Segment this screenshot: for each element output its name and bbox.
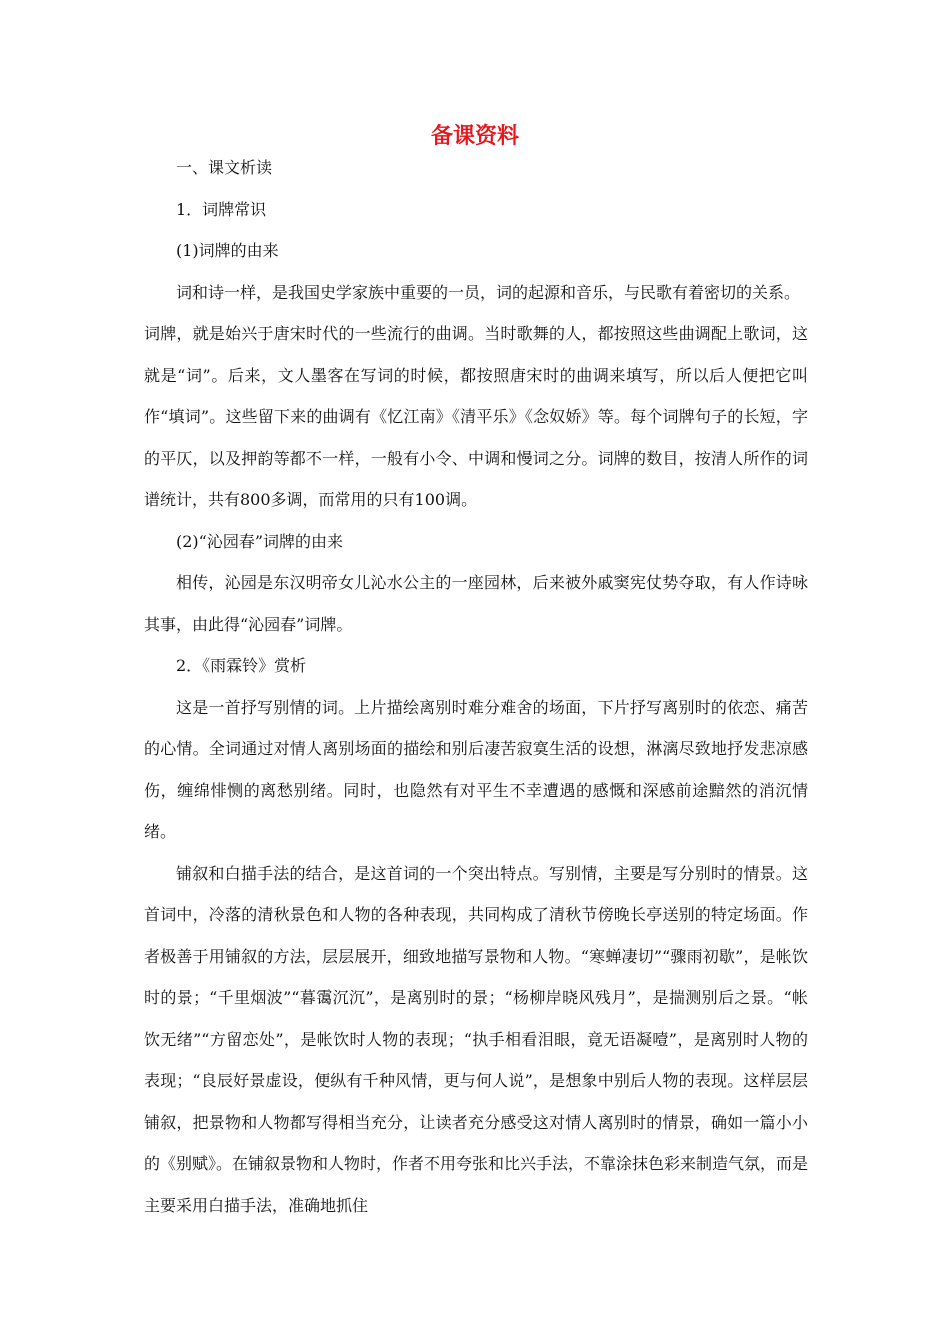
- section-heading: 一、课文析读: [176, 158, 273, 177]
- subsection-heading: 2．《雨霖铃》赏析: [176, 656, 307, 675]
- paragraph: 词和诗一样，是我国史学家族中重要的一员，词的起源和音乐，与民歌有着密切的关系。: [176, 282, 801, 302]
- paragraph: 这是一首抒写别情的词。上片描绘离别时难分难舍的场面，下片抒写离别时的依恋、痛苦的心情。全词通过对情人离别场面的描绘和别后凄苦寂寞生活的设想，淋漓尽致地抒发悲凉感伤，缠绵悱恻的离愁别绪。同时，也隐然有对平生不幸遭遇的感慨和深感前途黯然的消沉情绪。: [144, 697, 808, 841]
- paragraph: 词牌，就是始兴于唐宋时代的一些流行的曲调。当时歌舞的人，都按照这些曲调配上歌词，这就是“词”。后来，文人墨客在写词的时候，都按照唐宋时的曲调来填写，所以后人便把它叫作“填词”。这些留下来的曲调有《忆江南》《清平乐》《念奴娇》等。每个词牌句子的长短，字的平仄，以及押韵等都不一样，一般有小令、中调和慢词之分。词牌的数目，按清人所作的词谱统计，共有800多调，而常用的只有100调。: [144, 324, 808, 509]
- document-body: [144, 147, 808, 1226]
- subsection-heading: 1．词牌常识: [176, 199, 267, 219]
- paragraph: 铺叙和白描手法的结合，是这首词的一个突出特点。写别情，主要是写分别时的情景。这首词中，冷落的清秋景色和人物的各种表现，共同构成了清秋节傍晚长亭送别的特定场面。作者极善于用铺叙的方法，层层展开，细致地描写景物和人物。“寒蝉凄切”“骤雨初歇”，是帐饮时的景；“千里烟波”“暮霭沉沉”，是离别时的景；“杨柳岸晓风残月”，是揣测别后之景。“帐饮无绪”“方留恋处”，是帐饮时人物的表现；“执手相看泪眼，竟无语凝噎”，是离别时人物的表现；“良辰好景虚设，便纵有千种风情，更与何人说”，是想象中别后人物的表现。这样层层铺叙，把景物和人物都写得相当充分，让读者充分感受这对情人离别时的情景，确如一篇小小的《别赋》。在铺叙景物和人物时，作者不用夸张和比兴手法，不靠涂抹色彩来制造气氛，而是主要采用白描手法，准确地抓住: [144, 863, 809, 1215]
- paragraph: 相传，沁园是东汉明帝女儿沁水公主的一座园林，后来被外戚窦宪仗势夺取，有人作诗咏其事，由此得“沁园春”词牌。: [144, 573, 808, 634]
- document-title: 备课资料: [430, 124, 519, 149]
- sub-subsection-heading: (1)词牌的由来: [176, 241, 279, 260]
- sub-subsection-heading: (2)“沁园春”词牌的由来: [176, 531, 344, 551]
